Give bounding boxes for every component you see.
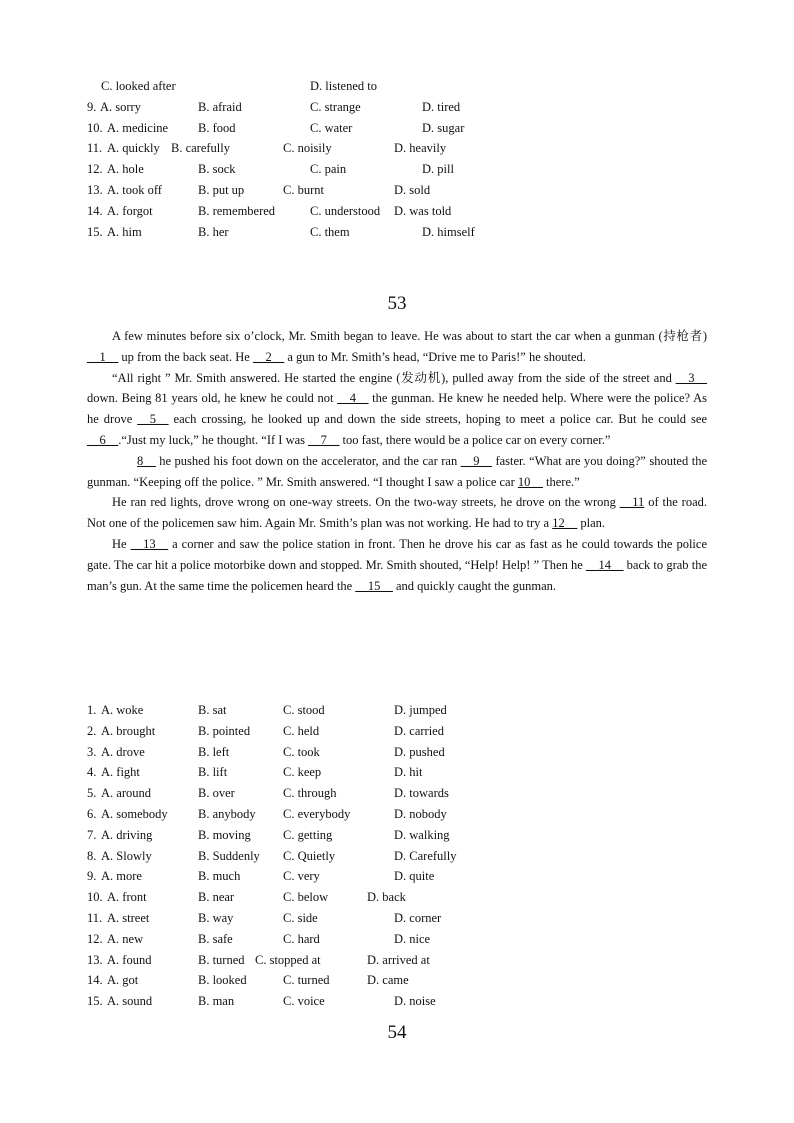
- option-a: A. hole: [107, 162, 144, 177]
- question-number: 11.: [87, 910, 103, 925]
- option-d: D. nobody: [394, 806, 447, 821]
- option-c: C. looked after: [101, 79, 176, 93]
- passage-text: he pushed his foot down on the accelerator, and the car ran: [155, 453, 461, 468]
- option-a: A. drove: [101, 744, 145, 759]
- option-b: B. Suddenly: [198, 848, 260, 863]
- question-number: 15.: [87, 994, 103, 1009]
- option-c: C. held: [283, 723, 320, 738]
- option-a: A. brought: [101, 723, 156, 738]
- option-c: C. stopped at: [255, 952, 321, 967]
- question-number: 3.: [87, 744, 97, 759]
- option-b: B. near: [198, 890, 235, 905]
- blank-14: __14__: [585, 557, 624, 572]
- option-c: C. voice: [283, 994, 325, 1009]
- option-c: C. side: [283, 910, 318, 925]
- blank-9: __9__: [460, 453, 492, 468]
- option-b: B. left: [198, 744, 230, 759]
- option-a: A. more: [101, 869, 142, 884]
- option-c: C. keep: [283, 765, 322, 780]
- paragraph: [87, 492, 707, 534]
- passage-text: and quickly caught the gunman.: [392, 578, 556, 593]
- option-b: B. sat: [198, 703, 227, 717]
- passage-text: He: [112, 536, 131, 551]
- question-number: 5.: [87, 786, 97, 801]
- option-d: D. quite: [394, 869, 435, 884]
- option-b: B. put up: [198, 182, 245, 197]
- option-a: A. around: [101, 786, 151, 801]
- option-b: B. remembered: [198, 203, 276, 218]
- option-a: A. street: [107, 910, 150, 925]
- page-number: 53: [387, 293, 407, 314]
- blank-8: 8__: [137, 453, 156, 468]
- blank-1: __1__: [87, 349, 119, 364]
- page-number: 54: [387, 1022, 407, 1043]
- option-a: A. new: [107, 931, 144, 946]
- option-b: B. safe: [198, 931, 233, 946]
- option-b: B. food: [198, 120, 236, 135]
- option-c: C. Quietly: [283, 848, 336, 863]
- question-number: 14.: [87, 203, 103, 218]
- option-a: A. took off: [107, 182, 162, 197]
- option-d: D. hit: [394, 765, 423, 780]
- passage-text: too fast, there would be a police car on every corner.”: [339, 432, 611, 447]
- option-b: B. afraid: [198, 99, 242, 114]
- question-number: 2.: [87, 723, 97, 738]
- option-c: C. hard: [283, 931, 320, 946]
- passage-text: .“Just my luck,” he thought. “If I was: [118, 432, 309, 447]
- option-c: C. water: [310, 120, 353, 135]
- passage-text: of the road. Not one of the policemen saw him. Again Mr. Smith’s plan was not working. He had to try a: [87, 495, 707, 531]
- option-a: A. medicine: [107, 120, 169, 135]
- option-b: B. her: [198, 224, 229, 239]
- question-number: 15.: [87, 224, 103, 239]
- option-a: A. front: [107, 890, 147, 905]
- question-number: 7.: [87, 827, 97, 842]
- option-d: D. arrived at: [367, 952, 430, 967]
- question-number: 9.: [87, 869, 97, 884]
- option-c: C. burnt: [283, 182, 324, 197]
- option-d: D. back: [367, 890, 406, 905]
- paragraph: [87, 368, 707, 451]
- option-c: C. stood: [283, 703, 325, 717]
- option-c: C. noisily: [283, 141, 332, 156]
- option-a: A. forgot: [107, 203, 153, 218]
- option-b: B. anybody: [198, 806, 256, 821]
- question-number: 6.: [87, 806, 97, 821]
- option-a: A. Slowly: [101, 848, 152, 863]
- option-d: D. tired: [422, 99, 461, 114]
- passage-text: He ran red lights, drove wrong on one-way streets. On the two-way streets, he drove on the wrong: [112, 495, 620, 510]
- paragraph: [87, 326, 707, 368]
- question-number: 8.: [87, 848, 97, 863]
- option-d: D. listened to: [310, 79, 378, 93]
- option-b: B. man: [198, 994, 235, 1009]
- option-d: D. towards: [394, 786, 449, 801]
- option-b: B. looked: [198, 973, 247, 988]
- blank-2: __2__: [252, 349, 285, 364]
- option-d: D. corner: [394, 910, 442, 925]
- passage-text: “All right ” Mr. Smith answered. He started the engine (发动机), pulled away from the side of the street and: [112, 370, 676, 385]
- paragraph: [87, 534, 707, 596]
- blank-5: __5__: [137, 412, 169, 427]
- passage-text: plan.: [577, 516, 605, 531]
- option-a: A. found: [107, 952, 152, 967]
- passage-text: A few minutes before six o’clock, Mr. Smith began to leave. He was about to start the car when a gunman (持枪者): [112, 329, 707, 343]
- option-b: B. lift: [198, 765, 228, 780]
- blank-12: 12__: [552, 516, 578, 531]
- question-number: 11.: [87, 141, 103, 156]
- blank-3: __3__: [675, 370, 707, 385]
- blank-4: __4__: [337, 391, 369, 406]
- passage-text: up from the back seat. He: [118, 349, 253, 364]
- option-c: C. understood: [310, 203, 381, 218]
- option-b: B. turned: [198, 952, 245, 967]
- passage-text: a corner and saw the police station in front. Then he drove his car as fast as he could towards the police gate. The car hit a police motorbike down and stopped. Mr. Smith shouted, “Help! Help! ” Then he: [87, 536, 707, 572]
- question-number: 12.: [87, 162, 103, 177]
- option-b: B. way: [198, 910, 234, 925]
- option-d: D. noise: [394, 994, 436, 1009]
- blank-10: 10__: [517, 474, 543, 489]
- option-b: B. over: [198, 786, 235, 801]
- option-a: A. sorry: [100, 99, 141, 114]
- option-a: A. fight: [101, 765, 140, 780]
- question-number: 12.: [87, 931, 103, 946]
- blank-7: __7__: [308, 432, 340, 447]
- option-c: C. pain: [310, 162, 347, 177]
- question-number: 14.: [87, 973, 103, 988]
- option-c: C. turned: [283, 973, 330, 988]
- question-number: 13.: [87, 182, 103, 197]
- option-c: C. through: [283, 786, 337, 801]
- option-d: D. sold: [394, 182, 431, 197]
- option-b: B. pointed: [198, 723, 251, 738]
- option-d: D. walking: [394, 827, 450, 842]
- option-b: B. carefully: [171, 141, 231, 156]
- option-d: D. jumped: [394, 703, 447, 717]
- blank-13: __13__: [130, 536, 169, 551]
- blank-11: __11: [619, 495, 645, 510]
- option-a: A. him: [107, 224, 142, 239]
- option-c: C. below: [283, 890, 329, 905]
- option-c: C. everybody: [283, 806, 351, 821]
- option-a: A. sound: [107, 994, 153, 1009]
- question-number: 10.: [87, 120, 103, 135]
- option-d: D. nice: [394, 931, 431, 946]
- option-b: B. moving: [198, 827, 251, 842]
- passage-text: a gun to Mr. Smith’s head, “Drive me to Paris!” he shouted.: [284, 349, 586, 364]
- passage-text: the gunman. He knew he needed help. Where were the police? As he drove: [87, 391, 707, 427]
- option-c: C. strange: [310, 99, 361, 114]
- paragraph: [87, 451, 707, 493]
- passage-text: each crossing, he looked up and down the side streets, hoping to meet a police car. But he could see: [168, 412, 708, 427]
- option-d: D. sugar: [422, 120, 465, 135]
- blank-15: __15__: [355, 578, 393, 593]
- option-a: A. got: [107, 973, 139, 988]
- option-a: A. woke: [101, 703, 144, 717]
- passage-text: faster. “What are you doing?” shouted the gunman. “Keeping off the police. ” Mr. Smith answered. “I thought I saw a police car: [87, 453, 707, 489]
- question-number: 10.: [87, 890, 103, 905]
- option-d: D. himself: [422, 224, 475, 239]
- option-c: C. them: [310, 224, 350, 239]
- question-number: 9.: [87, 99, 97, 114]
- question-number: 4.: [87, 765, 97, 780]
- passage-text: there.”: [542, 474, 580, 489]
- option-a: A. quickly: [107, 141, 160, 156]
- question-number: 13.: [87, 952, 103, 967]
- option-d: D. was told: [394, 203, 452, 218]
- cloze-passage: [87, 326, 707, 596]
- option-d: D. heavily: [394, 141, 447, 156]
- option-a: A. somebody: [101, 806, 168, 821]
- option-d: D. Carefully: [394, 848, 457, 863]
- option-d: D. carried: [394, 723, 444, 738]
- option-d: D. came: [367, 973, 409, 988]
- option-b: B. much: [198, 869, 241, 884]
- passage-text: down. Being 81 years old, he knew he could not: [87, 391, 338, 406]
- option-c: C. very: [283, 869, 320, 884]
- option-c: C. took: [283, 744, 320, 759]
- option-d: D. pushed: [394, 744, 445, 759]
- passage-text: back to grab the man’s gun. At the same time the policemen heard the: [87, 557, 707, 593]
- blank-6: __6__: [87, 432, 119, 447]
- option-b: B. sock: [198, 162, 236, 177]
- option-c: C. getting: [283, 827, 333, 842]
- option-d: D. pill: [422, 162, 454, 177]
- option-a: A. driving: [101, 827, 153, 842]
- question-number: 1.: [87, 703, 97, 717]
